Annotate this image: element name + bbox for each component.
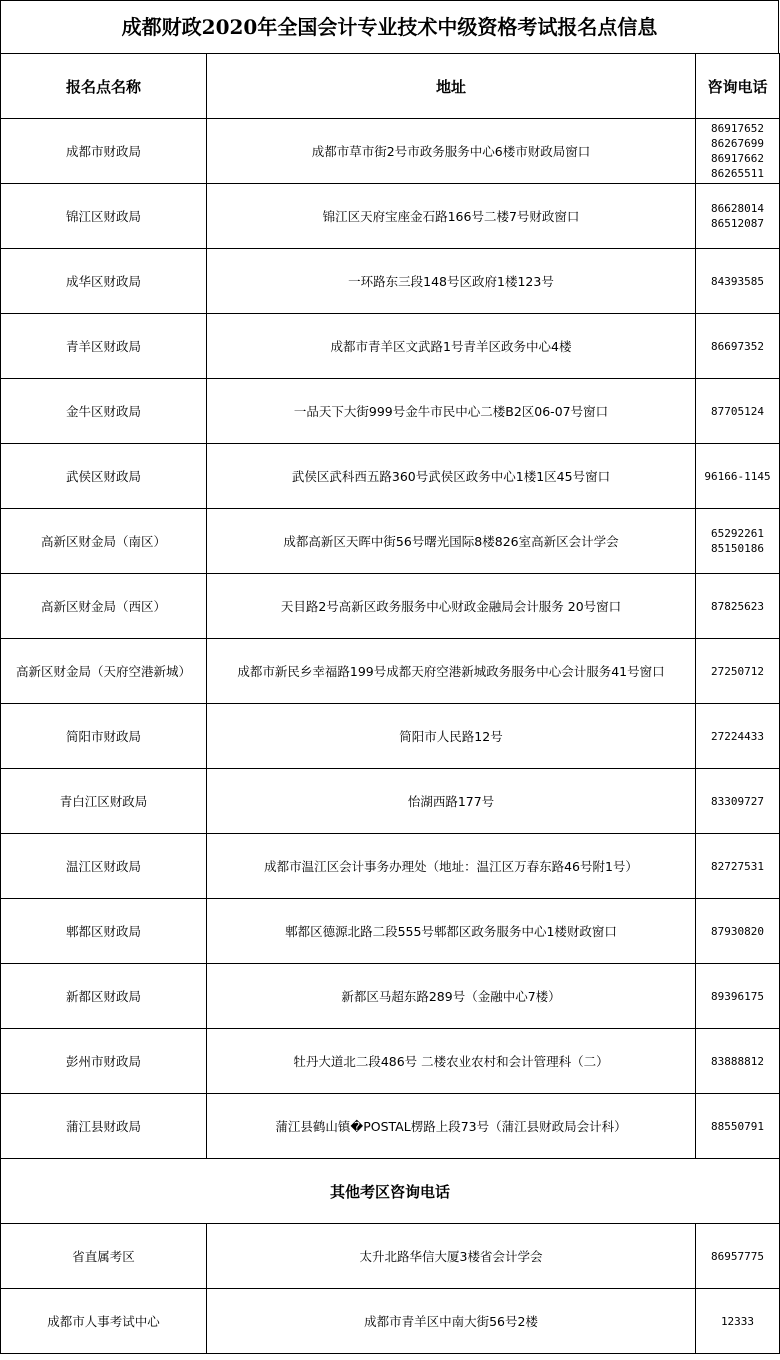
office-name: 高新区财金局（天府空港新城） — [1, 639, 207, 704]
registration-rows — [1, 119, 780, 1159]
table-row — [1, 444, 780, 509]
phone-number: 86267699 — [711, 137, 764, 150]
office-name: 武侯区财政局 — [1, 444, 207, 509]
office-phones — [696, 444, 780, 509]
phone-number: 27224433 — [711, 729, 764, 743]
phone-number: 86957775 — [711, 1249, 764, 1263]
office-name: 蒲江县财政局 — [1, 1094, 207, 1159]
office-address: 成都市新民乡幸福路199号成都天府空港新城政务服务中心会计服务41号窗口 — [207, 639, 696, 704]
phone-number: 12333 — [720, 1314, 755, 1328]
office-name: 温江区财政局 — [1, 834, 207, 899]
office-name: 成都市财政局 — [1, 119, 207, 184]
phone-number: 96166-1145 — [704, 469, 771, 483]
phone-number: 84393585 — [711, 274, 764, 288]
phone-number: 86917652 — [711, 122, 764, 135]
office-address: 蒲江县鹤山镇�POSTAL楞路上段73号（蒲江县财政局会计科） — [207, 1094, 696, 1159]
table-row — [1, 249, 780, 314]
office-address: 牡丹大道北二段486号 二楼农业农村和会计管理科（二） — [207, 1029, 696, 1094]
office-phones — [696, 1224, 780, 1289]
phone-number: 86697352 — [711, 339, 764, 353]
phone-number: 86628014 — [711, 202, 764, 215]
table-row — [1, 769, 780, 834]
office-address: 成都市温江区会计事务办理处（地址：温江区万春东路46号附1号） — [207, 834, 696, 899]
table-row — [1, 1289, 780, 1354]
table-row — [1, 704, 780, 769]
phone-number: 86265511 — [711, 167, 764, 180]
office-address: 一环路东三段148号区政府1楼123号 — [207, 249, 696, 314]
office-address: 武侯区武科西五路360号武侯区政务中心1楼1区45号窗口 — [207, 444, 696, 509]
office-name: 金牛区财政局 — [1, 379, 207, 444]
phone-number: 65292261 — [711, 527, 764, 540]
office-name: 青白江区财政局 — [1, 769, 207, 834]
phone-number: 82727531 — [711, 859, 764, 873]
office-phones — [696, 574, 780, 639]
office-address: 成都市青羊区中南大街56号2楼 — [207, 1289, 696, 1354]
office-phones — [696, 379, 780, 444]
phone-number: 86512087 — [711, 217, 764, 230]
table-header-row — [1, 54, 780, 119]
office-name: 锦江区财政局 — [1, 184, 207, 249]
other-section-title: 其他考区咨询电话 — [1, 1159, 780, 1224]
office-address: 成都市青羊区文武路1号青羊区政务中心4楼 — [207, 314, 696, 379]
office-name: 简阳市财政局 — [1, 704, 207, 769]
phone-number: 83888812 — [711, 1054, 764, 1068]
office-phones — [696, 639, 780, 704]
office-name: 新都区财政局 — [1, 964, 207, 1029]
page-title: 成都财政2020年全国会计专业技术中级资格考试报名点信息 — [0, 0, 779, 53]
table-row — [1, 834, 780, 899]
office-address: 新都区马超东路289号（金融中心7楼） — [207, 964, 696, 1029]
office-address: 锦江区天府宝座金石路166号二楼7号财政窗口 — [207, 184, 696, 249]
table-row — [1, 314, 780, 379]
office-name: 高新区财金局（西区） — [1, 574, 207, 639]
office-address: 郫都区德源北路二段555号郫都区政务服务中心1楼财政窗口 — [207, 899, 696, 964]
office-phones — [696, 704, 780, 769]
table-row — [1, 574, 780, 639]
office-phones — [696, 1289, 780, 1354]
office-address: 怡湖西路177号 — [207, 769, 696, 834]
office-phones — [696, 249, 780, 314]
table-row — [1, 1029, 780, 1094]
table-row — [1, 899, 780, 964]
other-section-row — [1, 1159, 780, 1224]
office-address: 简阳市人民路12号 — [207, 704, 696, 769]
phone-number: 89396175 — [711, 989, 764, 1003]
column-header-phone: 咨询电话 — [696, 54, 780, 119]
office-phones — [696, 119, 780, 184]
table-row — [1, 964, 780, 1029]
office-name: 成华区财政局 — [1, 249, 207, 314]
office-name: 成都市人事考试中心 — [1, 1289, 207, 1354]
office-phones — [696, 1029, 780, 1094]
phone-number: 87930820 — [711, 924, 764, 938]
phone-number: 87705124 — [711, 404, 764, 418]
column-header-name: 报名点名称 — [1, 54, 207, 119]
office-address: 太升北路华信大厦3楼省会计学会 — [207, 1224, 696, 1289]
phone-number: 86917662 — [711, 152, 764, 165]
table-row — [1, 119, 780, 184]
phone-number: 85150186 — [711, 542, 764, 555]
office-name: 高新区财金局（南区） — [1, 509, 207, 574]
phone-number: 87825623 — [711, 599, 764, 613]
table-row — [1, 184, 780, 249]
office-name: 青羊区财政局 — [1, 314, 207, 379]
column-header-address: 地址 — [207, 54, 696, 119]
office-address: 天目路2号高新区政务服务中心财政金融局会计服务 20号窗口 — [207, 574, 696, 639]
phone-number: 27250712 — [711, 664, 764, 678]
office-phones — [696, 769, 780, 834]
office-phones — [696, 899, 780, 964]
office-phones — [696, 964, 780, 1029]
office-name: 彭州市财政局 — [1, 1029, 207, 1094]
table-row — [1, 639, 780, 704]
office-phones — [696, 314, 780, 379]
office-name: 省直属考区 — [1, 1224, 207, 1289]
phone-number: 88550791 — [711, 1119, 764, 1133]
office-phones — [696, 509, 780, 574]
office-address: 成都市草市街2号市政务服务中心6楼市财政局窗口 — [207, 119, 696, 184]
office-address: 一品天下大街999号金牛市民中心二楼B2区06-07号窗口 — [207, 379, 696, 444]
table-row — [1, 1224, 780, 1289]
office-name: 郫都区财政局 — [1, 899, 207, 964]
table-row — [1, 379, 780, 444]
office-phones — [696, 184, 780, 249]
office-phones — [696, 834, 780, 899]
table-row — [1, 509, 780, 574]
table-row — [1, 1094, 780, 1159]
other-rows — [1, 1224, 780, 1354]
phone-number: 83309727 — [711, 794, 764, 808]
office-address: 成都高新区天晖中街56号曙光国际8楼826室高新区会计学会 — [207, 509, 696, 574]
registration-table — [0, 53, 780, 1354]
office-phones — [696, 1094, 780, 1159]
